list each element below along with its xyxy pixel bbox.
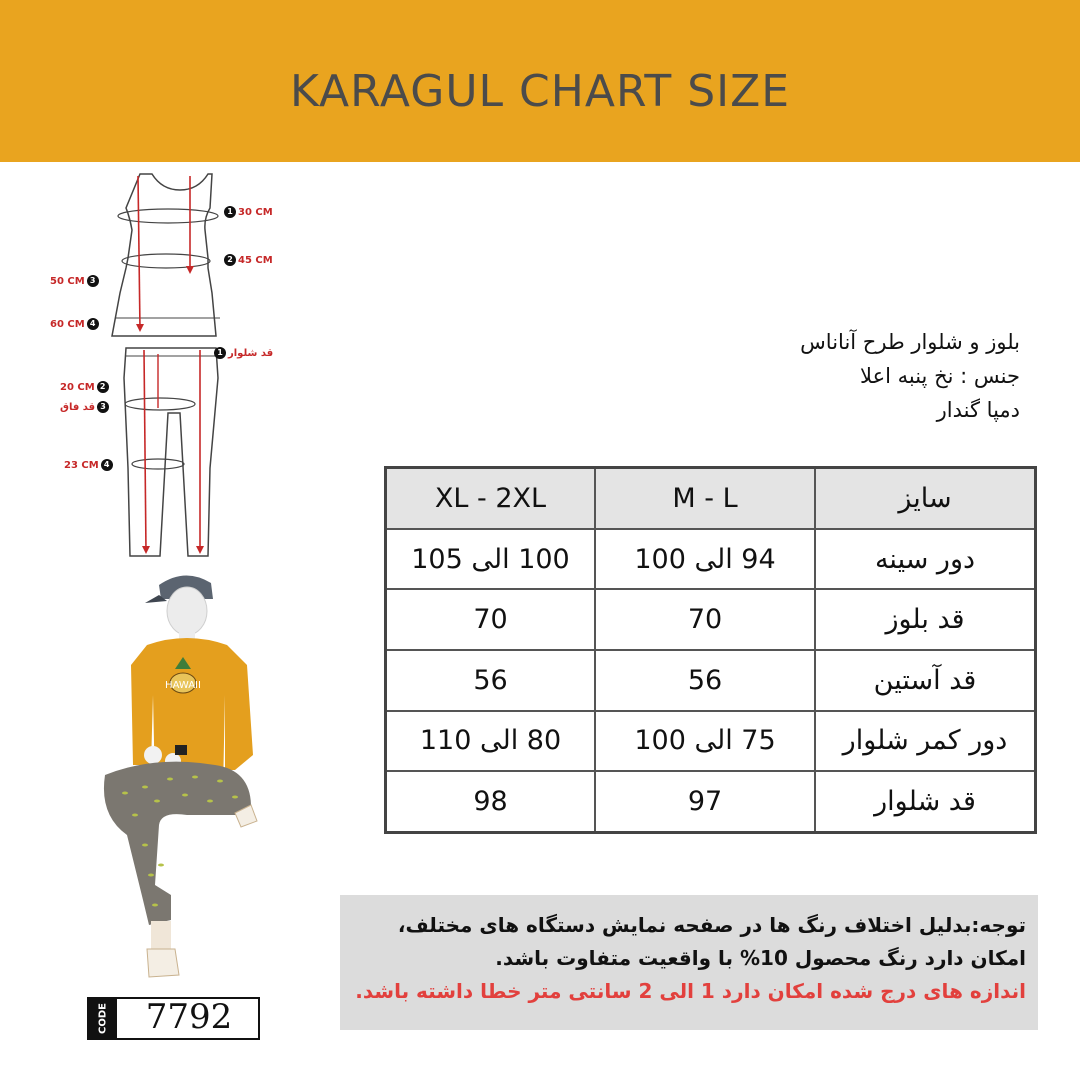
measure-label-3: 3 50 CM — [50, 275, 99, 287]
notice-box — [340, 895, 1038, 1030]
row-label: قد بلوز — [815, 589, 1036, 650]
table-row — [386, 711, 1036, 772]
product-description — [660, 325, 1020, 427]
table-row — [386, 529, 1036, 590]
table-header-row — [386, 468, 1036, 529]
table-row — [386, 771, 1036, 832]
measure-label-2: 2 45 CM — [224, 254, 273, 266]
code-tab — [89, 999, 117, 1038]
measure-label-hem: 4 23 CM — [64, 459, 113, 471]
table-row — [386, 650, 1036, 711]
cell-xl-2xl: 70 — [386, 589, 596, 650]
row-label: دور کمر شلوار — [815, 711, 1036, 772]
cell-m-l: 94 الی 100 — [595, 529, 815, 590]
model-photo — [75, 565, 275, 995]
page-title: KARAGUL CHART SIZE — [289, 66, 791, 117]
measure-label-waist: 2 20 CM — [60, 381, 109, 393]
measure-label-pants-length: 1 قد شلوار — [214, 347, 273, 359]
product-code-box — [87, 997, 260, 1040]
cell-xl-2xl: 100 الی 105 — [386, 529, 596, 590]
row-label: قد شلوار — [815, 771, 1036, 832]
cell-m-l: 56 — [595, 650, 815, 711]
product-material: جنس : نخ پنبه اعلا — [860, 364, 1020, 388]
notice-line-3: اندازه های درج شده امکان دارد 1 الی 2 سانتی متر خطا داشته باشد. — [355, 979, 1026, 1003]
table-row — [386, 589, 1036, 650]
model-illustration — [75, 565, 275, 995]
size-table — [384, 466, 1037, 834]
header-cell-xl-2xl: XL - 2XL — [386, 468, 596, 529]
cell-xl-2xl: 56 — [386, 650, 596, 711]
shirt-print-text: HAWAII — [165, 680, 201, 691]
cell-m-l: 97 — [595, 771, 815, 832]
product-name: بلوز و شلوار طرح آناناس — [800, 330, 1020, 354]
header-cell-size: سایز — [815, 468, 1036, 529]
garment-outline-drawing — [40, 168, 300, 563]
notice-text — [355, 909, 1026, 1008]
cell-m-l: 75 الی 100 — [595, 711, 815, 772]
code-tab-label: CODE — [97, 1003, 109, 1034]
header-cell-m-l: M - L — [595, 468, 815, 529]
row-label: دور سینه — [815, 529, 1036, 590]
cell-xl-2xl: 80 الی 110 — [386, 711, 596, 772]
header-bar — [0, 0, 1080, 162]
measure-label-1: 1 30 CM — [224, 206, 273, 218]
measure-label-4: 4 60 CM — [50, 318, 99, 330]
measure-label-rise: 3 قد فاق — [60, 401, 109, 413]
cell-m-l: 70 — [595, 589, 815, 650]
measurement-diagram — [40, 168, 300, 563]
product-code: 7792 — [145, 997, 233, 1037]
product-feature: دمپا گندار — [936, 398, 1020, 422]
row-label: قد آستین — [815, 650, 1036, 711]
cell-xl-2xl: 98 — [386, 771, 596, 832]
notice-line-1: توجه:بدلیل اختلاف رنگ ها در صفحه نمایش دستگاه های مختلف، — [397, 913, 1026, 937]
notice-line-2: امکان دارد رنگ محصول 10% با واقعیت متفاوت باشد. — [495, 946, 1026, 970]
